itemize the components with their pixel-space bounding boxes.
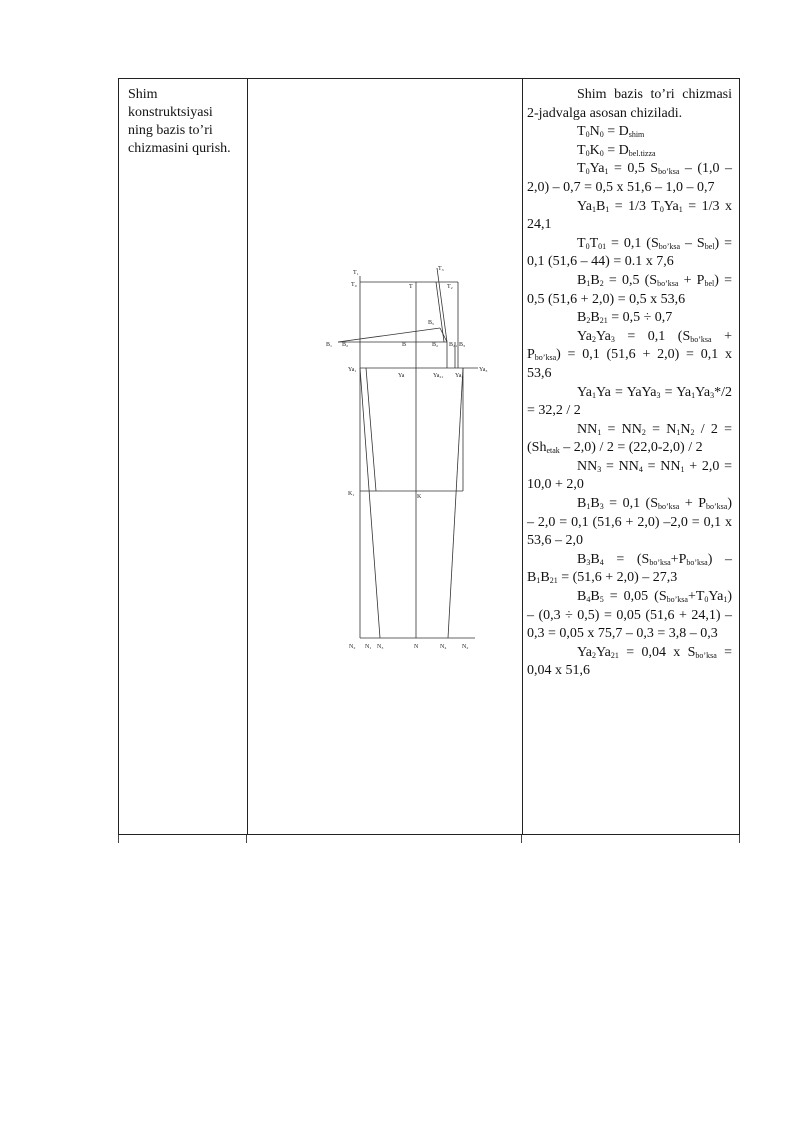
formula-subscript: 2 <box>591 334 596 344</box>
formula-text: = NN <box>601 421 642 437</box>
label-b2: B₂ <box>432 342 439 348</box>
formula-subscript: 3 <box>599 502 604 512</box>
formula-text: +P <box>670 551 687 567</box>
formula-text: ) = 0,5 (51,6 + 2,0) = 0,5 x 53,6 <box>527 272 733 307</box>
formula-subscript: 21 <box>599 316 608 326</box>
formula-subscript: bel.tizza <box>628 148 656 158</box>
label-b: B <box>402 342 407 348</box>
formula-subscript: 1 <box>586 502 591 512</box>
formula-subscript: 1 <box>676 427 681 437</box>
formula-14 <box>527 588 732 644</box>
label-t0: T₀ <box>351 282 357 288</box>
formula-text: + P <box>678 272 705 288</box>
formula-subscript: 21 <box>610 650 619 660</box>
formula-text: K <box>589 142 600 158</box>
formula-text: = Ya <box>660 384 692 400</box>
intro-text: Shim bazis to’ri chizmasi 2-jadvalga asosan chiziladi. <box>527 87 732 121</box>
calculation-cell <box>527 86 732 681</box>
formula-text: ) = 0,1 (51,6 – 44) = 0.1 x 7,6 <box>527 235 732 270</box>
label-ya1: Ya₁ <box>348 367 357 373</box>
formula-text: Ya <box>708 589 724 605</box>
formula-text: T <box>577 124 586 140</box>
formula-text: Ya <box>577 384 592 400</box>
formula-subscript: 1 <box>604 167 609 177</box>
formula-subscript: 0 <box>659 204 664 214</box>
formula-6 <box>527 272 732 309</box>
label-t1: T₁ <box>353 270 359 276</box>
formula-subscript: 0 <box>704 595 709 605</box>
formula-text: = 0,1 (S <box>603 496 659 512</box>
formula-1 <box>527 123 732 142</box>
formula-subscript: 1 <box>605 204 610 214</box>
formula-subscript: 0 <box>585 148 590 158</box>
formula-text: NN <box>577 458 598 474</box>
formula-text: – 2,0) / 2 = (22,0-2,0) / 2 <box>559 440 703 456</box>
formula-subscript: bo’ksa <box>658 502 680 512</box>
formula-subscript: bo’ksa <box>666 595 688 605</box>
label-ya2: Ya₂ <box>455 373 464 379</box>
formula-text: = 0,1 (S <box>606 235 659 251</box>
formula-text: = (51,6 + 2,0) – 27,3 <box>557 570 678 586</box>
formula-15 <box>527 644 732 681</box>
formula-text: ) = 0,1 (51,6 + 2,0) = 0,1 x 53,6 <box>527 347 732 381</box>
label-b3: B₃ <box>459 342 466 348</box>
formula-subscript: 3 <box>597 464 602 474</box>
formula-subscript: bel <box>704 278 715 288</box>
formula-subscript: 1 <box>586 278 591 288</box>
label-b21: B₂₁ <box>449 342 458 348</box>
formula-subscript: bo’ksa <box>534 353 557 363</box>
front-waist-line <box>437 268 447 342</box>
formula-text: B <box>590 310 600 326</box>
formula-subscript: 1 <box>723 595 728 605</box>
formula-text: = 0,05 (S <box>603 589 667 605</box>
right-leg-seam <box>448 368 463 638</box>
seat-slant-line <box>338 328 440 342</box>
formula-subscript: shim <box>628 130 645 140</box>
formula-subscript: etak <box>546 446 560 456</box>
formula-subscript: 0 <box>585 167 590 177</box>
formula-subscript: bo’ksa <box>658 241 681 251</box>
formula-subscript: bo’ksa <box>658 167 680 177</box>
formula-5 <box>527 235 732 272</box>
formula-subscript: 2 <box>591 650 596 660</box>
formula-text: = NN <box>642 458 681 474</box>
label-ya3: Ya₃ <box>479 367 488 373</box>
label-ya: Ya <box>398 373 405 379</box>
formula-subscript: bo’ksa <box>649 557 671 567</box>
formula-subscript: 1 <box>597 427 602 437</box>
formula-8 <box>527 328 732 384</box>
formula-subscript: 4 <box>586 595 591 605</box>
formula-subscript: 21 <box>549 576 558 586</box>
formula-text: T <box>577 142 586 158</box>
formula-subscript: 1 <box>678 204 683 214</box>
formula-text: = D <box>603 124 629 140</box>
formula-text: = 0,5 ÷ 0,7 <box>607 310 673 326</box>
label-ya21: Ya₂₁ <box>433 373 444 379</box>
formula-text: Ya <box>589 161 605 177</box>
formula-text: = 1/3 x 24,1 <box>527 198 732 233</box>
formula-text: NN <box>577 421 598 437</box>
formula-text: = NN <box>601 458 639 474</box>
formula-subscript: 1 <box>591 204 596 214</box>
formula-11 <box>527 458 732 495</box>
formula-text: +T <box>687 589 705 605</box>
label-k: K <box>417 494 422 500</box>
formula-subscript: bo’ksa <box>686 557 708 567</box>
formula-subscript: 2 <box>586 316 591 326</box>
formula-text: B <box>577 310 587 326</box>
formula-subscript: 1 <box>691 390 696 400</box>
formula-subscript: 3 <box>610 334 615 344</box>
formula-2 <box>527 142 732 161</box>
formula-text: Ya <box>577 198 592 214</box>
formula-text: */2 = 32,2 / 2 <box>527 384 732 419</box>
formula-text: B <box>590 496 600 512</box>
formula-text: B <box>590 589 600 605</box>
formula-text: T <box>577 161 586 177</box>
formula-text: T <box>577 235 586 251</box>
formula-4 <box>527 198 732 235</box>
label-b5: B₅ <box>428 320 435 326</box>
formula-text: N <box>680 421 691 437</box>
formula-subscript: 0 <box>599 130 604 140</box>
formula-text: = 0,5 S <box>608 161 659 177</box>
formula-subscript: 4 <box>638 464 643 474</box>
label-n2: N₂ <box>462 644 469 650</box>
formula-text: + P <box>527 328 733 363</box>
formula-text: B <box>590 551 600 567</box>
formula-text: Ya <box>577 644 592 660</box>
formula-subscript: bel <box>704 241 715 251</box>
formula-13 <box>527 551 732 588</box>
formula-subscript: 2 <box>690 427 695 437</box>
formula-text: Ya <box>577 328 592 344</box>
formula-text: = N <box>645 421 677 437</box>
formula-text: = (S <box>603 551 650 567</box>
formula-text: ) – (0,3 ÷ 0,5) = 0,05 (51,6 + 24,1) – 0,3 = 0,05 x 75,7 – 0,3 = 3,8 – 0,3 <box>527 589 732 642</box>
formula-text: B <box>577 589 587 605</box>
table-bottom-edge <box>118 835 740 843</box>
label-k1: K₁ <box>348 491 355 497</box>
formula-subscript: 0 <box>599 148 604 158</box>
formula-text: Ya = YaYa <box>595 384 657 400</box>
label-n4: N₄ <box>440 644 447 650</box>
label-b1: B₁ <box>326 342 333 348</box>
formula-text: = 0,04 x S <box>618 644 696 660</box>
formula-text: = D <box>603 142 629 158</box>
left-leg-seam <box>360 368 380 638</box>
formula-text: Ya <box>595 328 611 344</box>
formula-text: T <box>589 235 599 251</box>
column-divider-2 <box>522 79 523 834</box>
formula-subscript: 5 <box>599 595 604 605</box>
formula-3 <box>527 160 732 197</box>
formula-subscript: bo’ksa <box>695 650 717 660</box>
formula-text: B <box>595 198 606 214</box>
formula-subscript: 1 <box>536 576 541 586</box>
formula-text: ) – 2,0 = 0,1 (51,6 + 2,0) –2,0 = 0,1 x 53,6 – 2,0 <box>527 496 733 549</box>
formula-text: Ya <box>663 198 679 214</box>
formula-text: B <box>577 272 587 288</box>
formula-subscript: 3 <box>656 390 661 400</box>
formula-text: = 0,1 (S <box>614 328 691 344</box>
label-n-left: N₂ <box>349 644 356 650</box>
formula-text: + 2,0 = 10,0 + 2,0 <box>527 458 732 493</box>
formula-subscript: 01 <box>598 241 607 251</box>
trouser-base-grid-drawing <box>320 262 500 652</box>
label-t3: T₃ <box>438 266 444 272</box>
formula-subscript: bo’ksa <box>706 502 728 512</box>
formula-text: = 0,5 (S <box>603 272 658 288</box>
formula-text: – (1,0 – 2,0) – 0,7 = 0,5 x 51,6 – 1,0 – 0,7 <box>527 161 732 195</box>
formula-10 <box>527 421 732 458</box>
formula-7 <box>527 309 732 328</box>
formula-subscript: bo’ksa <box>690 334 712 344</box>
formula-subscript: bo’ksa <box>657 278 679 288</box>
formula-text: Ya <box>595 644 611 660</box>
formula-subscript: 2 <box>641 427 646 437</box>
formula-list <box>527 123 732 681</box>
formula-subscript: 0 <box>585 130 590 140</box>
formula-subscript: 4 <box>599 557 604 567</box>
drawing-svg <box>320 262 500 652</box>
formula-subscript: 0 <box>585 241 590 251</box>
formula-subscript: 3 <box>586 557 591 567</box>
label-t2: T₂ <box>447 284 453 290</box>
formula-text: – S <box>680 235 705 251</box>
formula-subscript: 1 <box>680 464 685 474</box>
step-title-cell: Shim konstruktsiyasi ning bazis to’ri chizmasini qurish. <box>128 87 231 156</box>
formula-text: + P <box>679 496 707 512</box>
formula-text: = 0,04 x 51,6 <box>527 644 732 679</box>
formula-text: B <box>590 272 600 288</box>
label-n1: N₁ <box>365 644 372 650</box>
formula-12 <box>527 495 732 551</box>
label-n3: N₃ <box>377 644 384 650</box>
formula-text: B <box>540 570 550 586</box>
formula-text: Ya <box>695 384 711 400</box>
formula-subscript: 2 <box>599 278 604 288</box>
formula-text: ) – B <box>527 551 733 586</box>
formula-subscript: 1 <box>591 390 596 400</box>
label-t: T <box>409 284 413 290</box>
formula-subscript: 3 <box>710 390 715 400</box>
label-b-left: B₂ <box>342 342 349 348</box>
formula-text: / 2 = (Sh <box>527 421 732 456</box>
formula-text: N <box>589 124 600 140</box>
formula-text: = 1/3 T <box>609 198 660 214</box>
column-divider-1 <box>247 79 248 834</box>
formula-text: B <box>577 496 587 512</box>
formula-text: B <box>577 551 587 567</box>
label-n: N <box>414 644 419 650</box>
formula-9 <box>527 384 732 421</box>
